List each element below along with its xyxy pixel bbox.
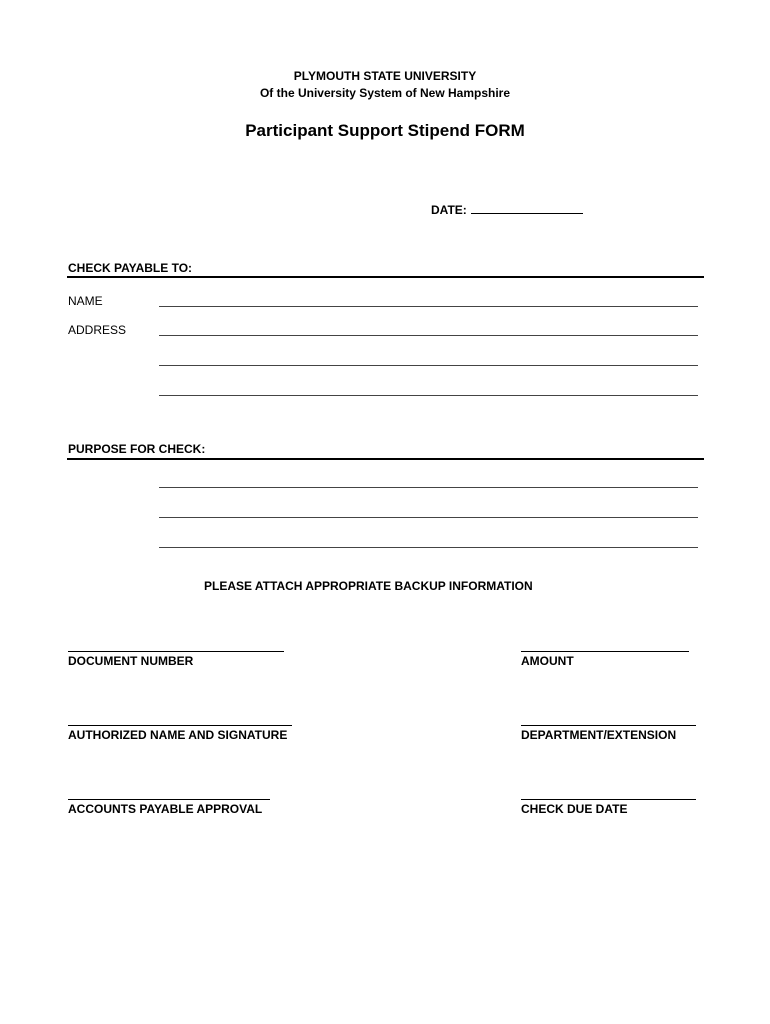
form-title: Participant Support Stipend FORM <box>245 121 525 140</box>
date-blank[interactable] <box>471 201 583 214</box>
department-extension-label: DEPARTMENT/EXTENSION <box>521 728 677 742</box>
section-rule <box>67 276 704 278</box>
purpose-field-line-2[interactable] <box>159 517 698 518</box>
purpose-heading: PURPOSE FOR CHECK: <box>68 442 206 456</box>
amount-label: AMOUNT <box>521 654 574 668</box>
document-number-field[interactable] <box>68 651 284 652</box>
purpose-field-line-3[interactable] <box>159 547 698 548</box>
authorized-signature-field[interactable] <box>68 725 292 726</box>
backup-notice: PLEASE ATTACH APPROPRIATE BACKUP INFORMATION <box>204 579 533 593</box>
check-payable-heading: CHECK PAYABLE TO: <box>68 261 193 275</box>
university-system: Of the University System of New Hampshire <box>259 86 511 100</box>
accounts-payable-label: ACCOUNTS PAYABLE APPROVAL <box>68 802 263 816</box>
document-number-label: DOCUMENT NUMBER <box>68 654 194 668</box>
amount-field[interactable] <box>521 651 689 652</box>
date-field[interactable] <box>431 201 583 217</box>
purpose-field-line-1[interactable] <box>159 487 698 488</box>
address-field-line-3[interactable] <box>159 395 698 396</box>
accounts-payable-field[interactable] <box>68 799 270 800</box>
date-label: DATE: <box>431 203 467 217</box>
university-name: PLYMOUTH STATE UNIVERSITY <box>293 69 477 83</box>
check-due-date-field[interactable] <box>521 799 696 800</box>
name-label: NAME <box>68 294 103 308</box>
address-label: ADDRESS <box>68 323 127 337</box>
check-due-date-label: CHECK DUE DATE <box>521 802 628 816</box>
address-field-line-1[interactable] <box>159 335 698 336</box>
section-rule <box>67 458 704 460</box>
address-field-line-2[interactable] <box>159 365 698 366</box>
authorized-signature-label: AUTHORIZED NAME AND SIGNATURE <box>68 728 288 742</box>
department-extension-field[interactable] <box>521 725 696 726</box>
name-field[interactable] <box>159 306 698 307</box>
